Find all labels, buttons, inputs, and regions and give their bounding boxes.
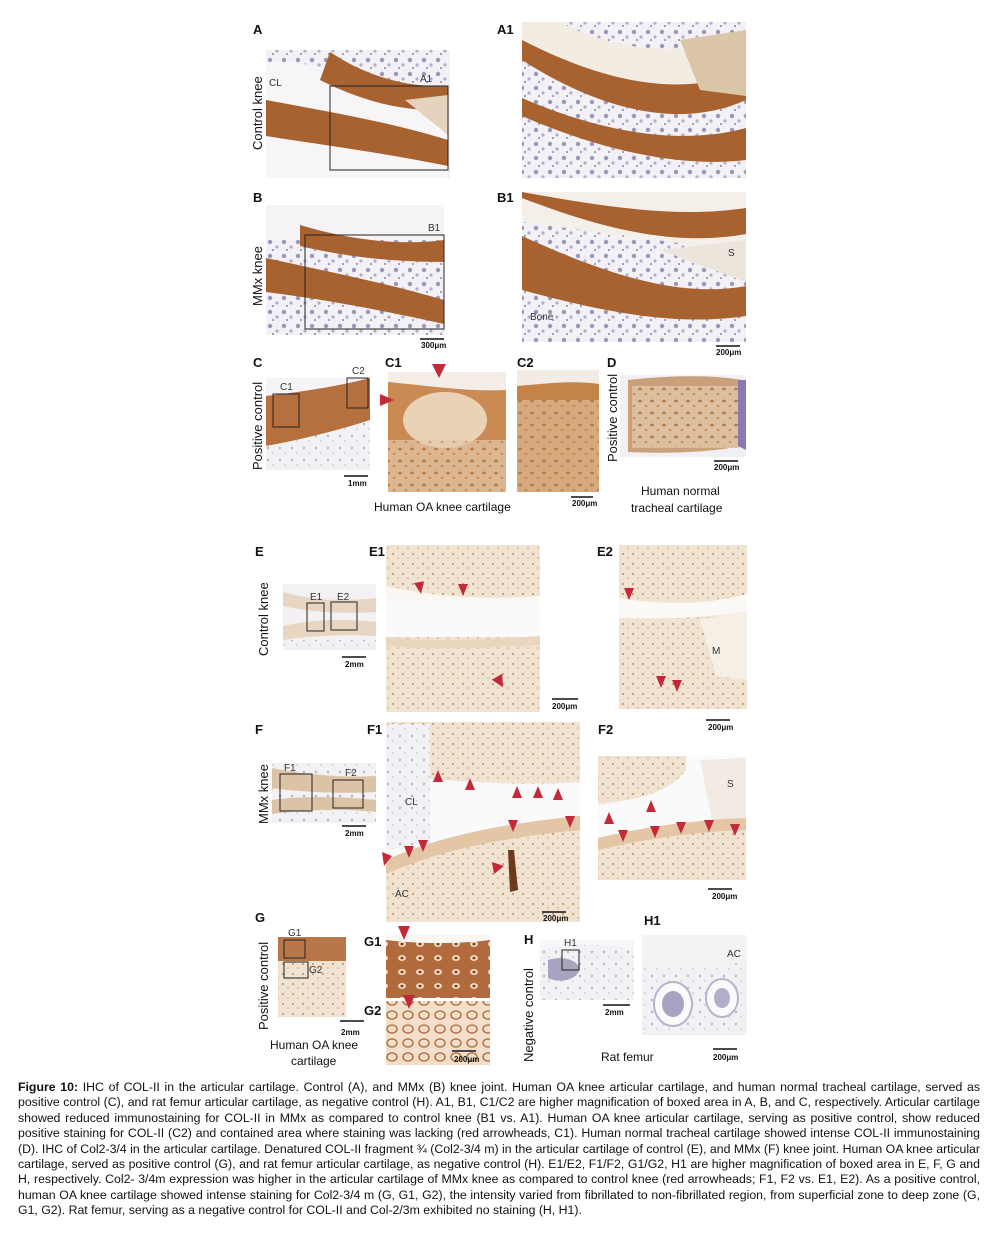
panel-label-f: F [255, 722, 263, 737]
scale-bar-b1: 200μm [716, 348, 742, 357]
panel-label-b: B [253, 190, 263, 205]
row-label-positive-control-2: Positive control [605, 373, 620, 462]
caption-rat-femur: Rat femur [601, 1050, 654, 1064]
row-label-control-knee-1: Control knee [250, 76, 265, 150]
box-label-g1: G1 [288, 928, 302, 939]
panel-label-g1: G1 [364, 934, 382, 949]
caption-cartilage: cartilage [291, 1054, 337, 1068]
panel-label-h: H [524, 932, 534, 947]
panel-g1-image [386, 926, 490, 998]
panel-label-e: E [255, 544, 264, 559]
panel-a-image [266, 50, 450, 178]
row-label-positive-control-3: Positive control [256, 941, 271, 1030]
figure-caption [18, 1080, 980, 1219]
box-label-h1: H1 [564, 938, 577, 949]
tissue-label-s-b1: S [728, 248, 735, 259]
row-label-mmx-knee-2: MMx knee [256, 764, 271, 824]
row-label-negative-control: Negative control [521, 968, 536, 1062]
panel-b-image [266, 205, 446, 350]
tissue-label-ac-f1: AC [395, 889, 409, 900]
panel-f2-image [598, 756, 746, 901]
scale-bar-e: 2mm [345, 660, 364, 669]
panel-label-c: C [253, 355, 263, 370]
box-label-c1: C1 [280, 382, 293, 393]
panel-a1-image [522, 22, 746, 178]
panel-c-image [266, 366, 370, 488]
figure-caption-text: IHC of COL-II in the articular cartilage. Control (A), and MMx (B) knee joint. Human OA knee articular cartilage, and human normal tracheal cartilage, served as positive control (C), and rat femur articular cartilage, as negative control (H). A1, B1, C1/C2 are higher magnification of boxed area in A, B, and C, respectively. Articular cartilage showed reduced immunostaining for COL-II in MMx as compared to control knee (B1 vs. A1). Human OA knee articular cartilage, serving as positive control, show reduced positive staining for COL-II (C2) and contained area where staining was lacking (red arrowheads, C1). Human normal tracheal cartilage showed intense COL-II immunostaining (D). IHC of Col2-3/4 in the articular cartilage. Denatured COL-II fragment ¾ (Col2-3/4 m) in the articular cartilage of control (E), and MMx (F) knee joint. Human OA knee articular cartilage, served as positive control (G), and rat femur articular cartilage, as negative control (H). E1/E2, F1/F2, G1/G2, H1 are higher magnification of boxed area in E, F, G and H, respectively. Col2- 3/4m expression was higher in the articular cartilage of MMx knee as compared to control knee (red arrowheads; F1, F2 vs. E1, E2). As a positive control, human OA knee cartilage showed intense staining for Col2-3/4 m (G, G1, G2), the intensity varied from fibrillated to non-fibrillated region, from superficial zone to deep zone (G, G1, G2). Rat femur, serving as a negative control for COL-II and Col-2/3m exhibited no staining (H, H1). [18, 1080, 980, 1218]
scale-bar-g2: 200μm [454, 1055, 480, 1064]
panel-label-d: D [607, 355, 617, 370]
box-label-f2: F2 [345, 768, 357, 779]
panel-label-a: A [253, 22, 263, 37]
caption-human-oa-knee-cartilage-1: Human OA knee cartilage [374, 500, 511, 514]
scale-bar-e2: 200μm [708, 723, 734, 732]
panel-label-f1: F1 [367, 722, 383, 737]
panel-label-g: G [255, 910, 266, 925]
tissue-label-s-f2: S [727, 779, 734, 790]
panel-f1-image [382, 722, 580, 923]
box-label-e2: E2 [337, 592, 350, 603]
panel-label-a1: A1 [497, 22, 514, 37]
scale-bar-c: 1mm [348, 479, 367, 488]
box-label-f1: F1 [284, 763, 296, 774]
tissue-label-bone: Bone [530, 312, 554, 323]
scale-bar-f1: 200μm [543, 914, 569, 923]
panel-c1-image [380, 364, 506, 492]
scale-bar-f: 2mm [345, 829, 364, 838]
tissue-label-m: M [712, 646, 721, 657]
panel-label-c2: C2 [517, 355, 534, 370]
caption-human-oa-knee: Human OA knee [270, 1038, 359, 1052]
box-label-g2: G2 [309, 965, 323, 976]
scale-bar-g: 2mm [341, 1028, 360, 1037]
tissue-label-cl-a: CL [269, 78, 282, 89]
box-label-c2: C2 [352, 366, 365, 377]
panel-e2-image [619, 545, 747, 732]
panel-label-f2: F2 [598, 722, 614, 737]
panel-label-e2: E2 [597, 544, 613, 559]
scale-bar-f2: 200μm [712, 892, 738, 901]
panel-label-e1: E1 [369, 544, 385, 559]
caption-tracheal-cartilage: tracheal cartilage [631, 501, 723, 515]
figure-caption-label: Figure 10: [18, 1080, 79, 1094]
panel-label-c1: C1 [385, 355, 402, 370]
box-label-e1: E1 [310, 592, 323, 603]
panel-b1-image [522, 192, 746, 357]
tissue-label-ac-h1: AC [727, 949, 741, 960]
scale-bar-c2: 200μm [572, 499, 598, 508]
tissue-label-cl-f1: CL [405, 797, 418, 808]
row-label-control-knee-2: Control knee [256, 582, 271, 656]
box-label-a1: A1 [420, 74, 433, 85]
caption-human-normal: Human normal [641, 484, 720, 498]
scale-bar-h1: 200μm [713, 1053, 739, 1062]
scale-bar-b: 300μm [421, 341, 447, 350]
row-label-mmx-knee-1: MMx knee [250, 246, 265, 306]
scale-bar-e1: 200μm [552, 702, 578, 711]
box-label-b1: B1 [428, 223, 441, 234]
scale-bar-d: 200μm [714, 463, 740, 472]
panel-label-g2: G2 [364, 1003, 382, 1018]
panel-label-h1: H1 [644, 913, 661, 928]
row-label-positive-control-1: Positive control [250, 381, 265, 470]
panel-g2-image [386, 995, 490, 1065]
panel-c2-image [517, 370, 599, 508]
panel-label-b1: B1 [497, 190, 514, 205]
scale-bar-h: 2mm [605, 1008, 624, 1017]
